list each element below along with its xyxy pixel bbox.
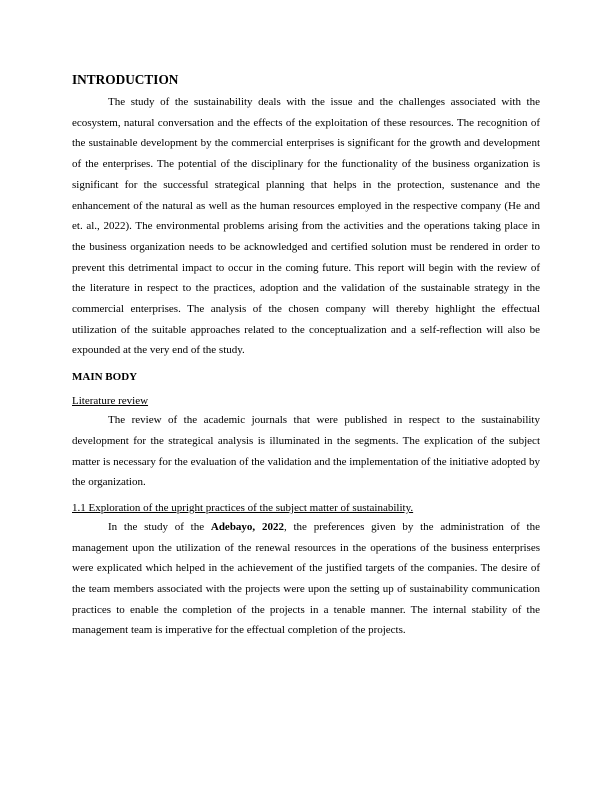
section-1-1-heading: 1.1 Exploration of the upright practices of the subject matter of sustainability. bbox=[72, 501, 414, 514]
literature-review-heading: Literature review bbox=[72, 395, 149, 408]
section-1-1-body: , the preferences given by the administration of the management upon the utilization of the renewal resources in the operations of the business enterprises were explicated which helped in the achievement of the justified targets of the companies. The desire of the team members associated with the projects were upon the setting up of sustainability communication practices to enable the completion of the projects in a tenable manner. The internal stability of the management team is imperative for the effectual completion of the projects. bbox=[72, 520, 540, 637]
introduction-heading: INTRODUCTION bbox=[72, 72, 179, 87]
section-1-1-paragraph bbox=[72, 517, 540, 641]
citation-adebayo: Adebayo, 2022 bbox=[210, 520, 284, 533]
literature-review-paragraph: The review of the academic journals that were published in respect to the sustainability development for the strategical analysis is illuminated in the segments. The explication of the subject matter is necessary for the evaluation of the validation and the implementation of the initiative adopted by the organization. bbox=[72, 414, 540, 489]
section-1-1-lead: In the study of the bbox=[108, 520, 211, 533]
introduction-paragraph: The study of the sustainability deals with the issue and the challenges associated with the ecosystem, natural conversation and the effects of the exploitation of these resources. The recognition of the sustainable development by the commercial enterprises is significant for the growth and development of the enterprises. The potential of the disciplinary for the functionality of the business organization is significant for the successful strategical planning that helps in the protection, sustenance and the enhancement of the natural as well as the human resources employed in the respective company (He and et. al., 2022). The environmental problems arising from the activities and the operations taking place in the business organization needs to be acknowledged and certified solution must be rendered in order to prevent this detrimental impact to occur in the coming future. This report will begin with the review of the literature in respect to the practices, adoption and the validation of the sustainable strategy in the commercial enterprises. The analysis of the chosen company will thereby highlight the effectual utilization of the suitable approaches related to the conceptualization and a self-reflection will also be expounded at the very end of the study. bbox=[72, 96, 540, 357]
document-page bbox=[72, 70, 540, 641]
main-body-heading: MAIN BODY bbox=[72, 371, 138, 384]
